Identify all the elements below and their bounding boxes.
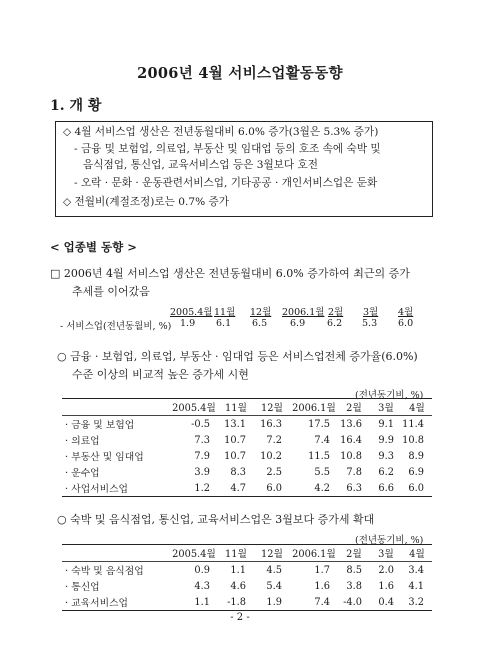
t2-cell: 4.1 [408, 580, 424, 592]
t0-header: 3월 [363, 307, 379, 318]
t1-cell: 16.3 [260, 418, 282, 430]
t1-row-label: · 사업서비스업 [62, 480, 170, 497]
t1-cell: 6.9 [408, 466, 424, 478]
t2-header-cell: 2005.4월 [170, 545, 218, 562]
t2-cell: 1.1 [170, 594, 218, 611]
t2-cell: -1.8 [218, 594, 254, 611]
summary-line-3: 음식점업, 통신업, 교육서비스업 등은 3월보다 호전 [83, 159, 318, 171]
t1-cell: 4.7 [218, 480, 254, 497]
paragraph-1-line-1: □ 2006년 4월 서비스업 생산은 전년동월대비 6.0% 증가하여 최근의 증가 [50, 267, 410, 280]
t1-cell: 6.0 [402, 480, 432, 497]
t1-cell: 2.5 [266, 466, 282, 478]
t1-cell: 6.0 [254, 480, 290, 497]
t2-header-cell: 3월 [370, 545, 402, 562]
t1-row-label: · 의료업 [65, 436, 100, 447]
t1-cell: 6.2 [378, 466, 394, 478]
summary-line-4: - 오락 · 문화 · 운동관련서비스업, 기타공공 · 개인서비스업은 둔화 [74, 177, 378, 189]
table-row [62, 594, 432, 611]
t2-cell: 2.0 [378, 564, 394, 576]
t1-cell: 11.5 [308, 450, 330, 462]
t1-row-label: · 금융 및 보험업 [65, 420, 135, 431]
t2-header-cell: 2월 [338, 545, 370, 562]
t2-cell: 4.5 [266, 564, 282, 576]
t1-cell: -0.5 [191, 418, 210, 430]
subheading: < 업종별 동향 > [50, 240, 137, 254]
t1-cell: 7.8 [346, 466, 362, 478]
t2-cell: 1.6 [378, 580, 394, 592]
t0-header: 12월 [250, 307, 272, 318]
t1-cell: 10.7 [224, 450, 246, 462]
t0-value: 6.5 [252, 318, 268, 329]
t1-header-cell: 2005.4월 [170, 399, 218, 416]
t2-cell: 4.6 [230, 580, 246, 592]
t0-value: 5.3 [362, 318, 378, 329]
table-row [62, 432, 432, 448]
t2-cell: 1.7 [314, 564, 330, 576]
t1-cell: 8.3 [230, 466, 246, 478]
paragraph-2-line-2: 수준 이상의 비교적 높은 증가세 시현 [72, 368, 249, 381]
t1-cell: 7.4 [314, 434, 330, 446]
t1-header-cell: 2월 [338, 399, 370, 416]
table-row [62, 416, 432, 433]
t1-cell: 13.1 [224, 418, 246, 430]
t1-header-cell: 3월 [370, 399, 402, 416]
paragraph-1-line-2: 추세를 이어갔음 [72, 285, 150, 298]
summary-line-1: ◇ 4월 서비스업 생산은 전년동월대비 6.0% 증가(3월은 5.3% 증가) [63, 126, 379, 138]
t1-cell: 10.2 [260, 450, 282, 462]
t0-value: 6.0 [398, 318, 414, 329]
t0-header: 2월 [328, 307, 344, 318]
t1-cell: 17.5 [308, 418, 330, 430]
table-row [62, 464, 432, 480]
t1-cell: 16.4 [340, 434, 362, 446]
t2-cell: 0.4 [370, 594, 402, 611]
t1-cell: 9.3 [378, 450, 394, 462]
t0-header: 2005.4월 [170, 307, 213, 318]
t2-cell: 3.8 [346, 580, 362, 592]
page-title: 2006년 4월 서비스업활동동향 [137, 65, 343, 82]
t2-cell: 5.4 [266, 580, 282, 592]
t0-label: - 서비스업(전년동월비, %) [60, 321, 172, 332]
t1-cell: 6.3 [338, 480, 370, 497]
t1-cell: 8.9 [408, 450, 424, 462]
t1-cell: 11.4 [402, 418, 424, 430]
t0-header: 11월 [214, 307, 236, 318]
t1-cell: 10.8 [402, 434, 424, 446]
t0-header: 2006.1월 [282, 307, 325, 318]
t2-row-label: · 교육서비스업 [62, 594, 170, 611]
t0-value: 6.1 [216, 318, 232, 329]
t2-header-cell: 2006.1월 [290, 545, 338, 562]
table-2 [62, 544, 432, 611]
unit-label-2: (전년동기비, %) [355, 535, 424, 546]
paragraph-3: ○ 숙박 및 음식점업, 통신업, 교육서비스업은 3월보다 증가세 확대 [57, 513, 375, 526]
t1-cell: 9.9 [378, 434, 394, 446]
t2-cell: 3.4 [408, 564, 424, 576]
t1-cell: 5.5 [314, 466, 330, 478]
t2-header-cell: 12월 [254, 545, 290, 562]
t1-header-cell [62, 399, 170, 416]
paragraph-2-line-1: ○ 금융 · 보험업, 의료업, 부동산 · 임대업 등은 서비스업전체 증가율(6.0%) [57, 350, 418, 363]
t1-header-cell: 12월 [254, 399, 290, 416]
t2-cell: -4.0 [338, 594, 370, 611]
t2-cell: 7.4 [290, 594, 338, 611]
t1-cell: 7.3 [194, 434, 210, 446]
t1-header-cell: 4월 [402, 399, 432, 416]
section-heading: 1. 개 황 [50, 98, 102, 114]
t0-header: 4월 [398, 307, 414, 318]
t0-value: 1.9 [180, 318, 196, 329]
t2-row-label: · 통신업 [65, 582, 100, 593]
t1-row-label: · 부동산 및 임대업 [65, 452, 144, 463]
t1-cell: 7.9 [194, 450, 210, 462]
t1-cell: 10.8 [340, 450, 362, 462]
t2-header-cell [62, 545, 170, 562]
page-number: - 2 - [230, 612, 250, 623]
t2-cell: 1.6 [314, 580, 330, 592]
table-row [62, 578, 432, 594]
t2-cell: 4.3 [194, 580, 210, 592]
t1-header-cell: 11월 [218, 399, 254, 416]
t2-cell: 1.9 [254, 594, 290, 611]
table-row [62, 448, 432, 464]
summary-line-2: - 금융 및 보험업, 의료업, 부동산 및 임대업 등의 호조 속에 숙박 및 [74, 143, 381, 155]
t1-cell: 6.6 [370, 480, 402, 497]
t1-cell: 1.2 [170, 480, 218, 497]
t1-header-row [62, 399, 432, 416]
t2-header-cell: 11월 [218, 545, 254, 562]
t2-cell: 3.2 [402, 594, 432, 611]
t1-header-cell: 2006.1월 [290, 399, 338, 416]
t2-row-label: · 숙박 및 음식점업 [65, 566, 144, 577]
table-row [62, 480, 432, 497]
t2-cell: 1.1 [230, 564, 246, 576]
t1-cell: 9.1 [378, 418, 394, 430]
t1-cell: 10.7 [224, 434, 246, 446]
t0-value: 6.2 [327, 318, 343, 329]
summary-line-5: ◇ 전월비(계절조정)로는 0.7% 증가 [63, 196, 229, 208]
t0-value: 6.9 [290, 318, 306, 329]
t2-header-row [62, 545, 432, 562]
t2-cell: 8.5 [346, 564, 362, 576]
unit-label-1: (전년동기비, %) [355, 390, 424, 401]
t1-cell: 3.9 [194, 466, 210, 478]
t1-cell: 7.2 [266, 434, 282, 446]
t1-cell: 4.2 [290, 480, 338, 497]
t2-cell: 0.9 [194, 564, 210, 576]
t1-row-label: · 운수업 [65, 468, 100, 479]
table-1 [62, 398, 432, 497]
table-row [62, 562, 432, 579]
t2-header-cell: 4월 [402, 545, 432, 562]
t1-cell: 13.6 [340, 418, 362, 430]
